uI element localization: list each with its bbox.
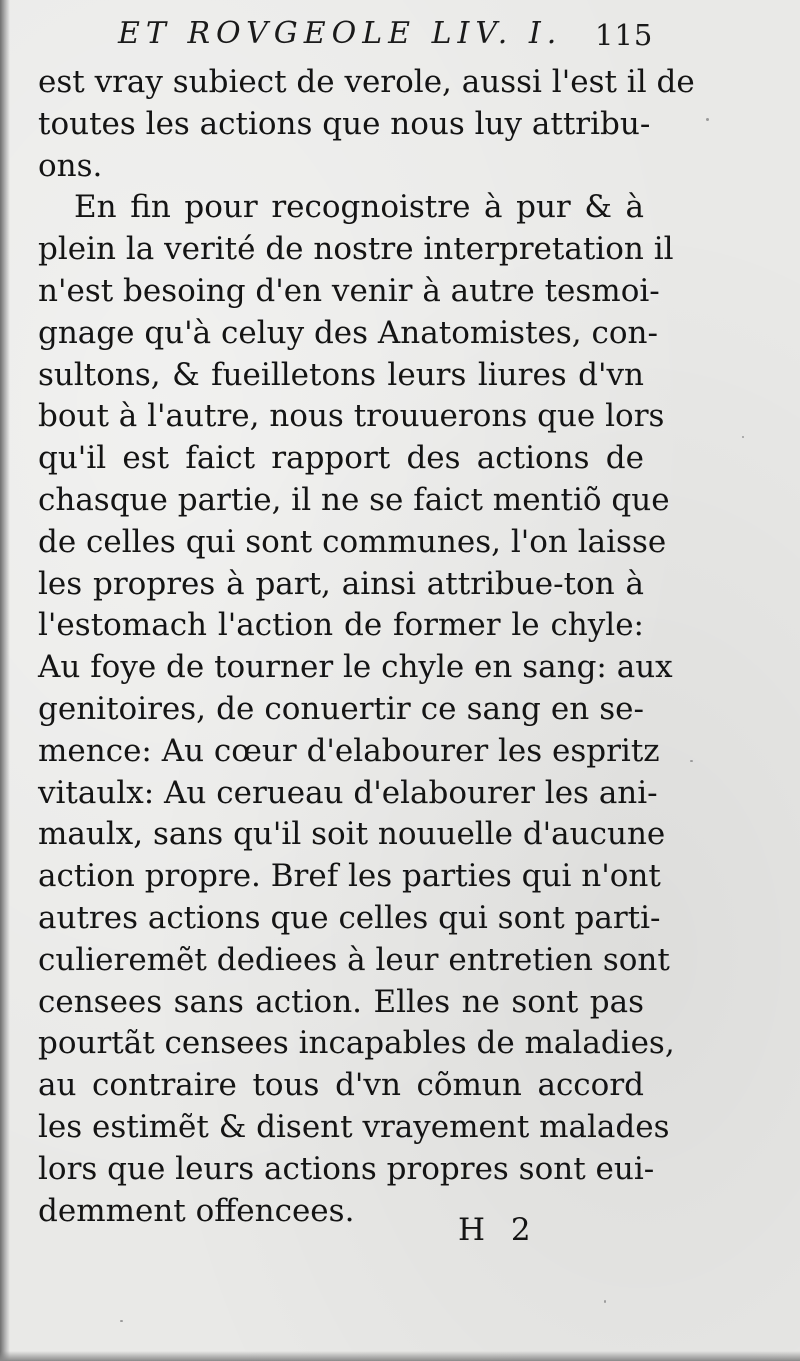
text-line: maulx, sans qu'il soit nouuelle d'aucune (38, 816, 666, 853)
running-header (40, 10, 654, 58)
paper-speck (706, 118, 709, 121)
text-line: En fin pour recognoistre à pur & à (74, 189, 644, 226)
text-line: toutes les actions que nous luy attribu- (38, 105, 651, 142)
text-line: autres actions que celles qui sont parti- (38, 899, 661, 936)
page-number: 115 (595, 18, 654, 52)
text-line: mence: Au cœur d'elabourer les espritz (38, 732, 660, 769)
paper-speck (604, 1300, 606, 1303)
text-line: censees sans action. Elles ne sont pas (38, 983, 644, 1020)
text-line: action propre. Bref les parties qui n'ont (38, 858, 661, 895)
text-line: genitoires, de conuertir ce sang en se- (38, 690, 644, 727)
text-line: sultons, & fueilletons leurs liures d'vn (38, 356, 644, 393)
text-line: vitaulx: Au cerueau d'elabourer les ani- (38, 774, 658, 811)
paper-speck (742, 436, 744, 438)
page-gutter-shadow (0, 0, 10, 1361)
text-line: bout à l'autre, nous trouuerons que lors (38, 398, 665, 435)
text-line: l'estomach l'action de former le chyle: (38, 607, 644, 644)
text-line: chasque partie, il ne se faict mentiõ que (38, 481, 670, 518)
text-line: pourtãt censees incapables de maladies, (38, 1025, 675, 1062)
page-bottom-shadow (0, 1351, 800, 1361)
text-line: ons. (38, 147, 103, 184)
text-line: n'est besoing d'en venir à autre tesmoi- (38, 272, 660, 309)
body-text (38, 62, 695, 1232)
paper-speck (120, 1320, 123, 1322)
signature-mark: H 2 (458, 1212, 539, 1248)
paper-speck (690, 760, 693, 762)
text-line: gnage qu'à celuy des Anatomistes, con- (38, 314, 658, 351)
text-line: plein la verité de nostre interpretation il (38, 231, 674, 268)
text-line: les estimẽt & disent vrayement malades (38, 1108, 670, 1145)
text-line: qu'il est faict rapport des actions de (38, 440, 644, 477)
running-title: ET ROVGEOLE LIV. I. (118, 16, 563, 51)
text-line: lors que leurs actions propres sont eui- (38, 1150, 655, 1187)
text-line: est vray subiect de verole, aussi l'est il de (38, 64, 695, 100)
text-line: de celles qui sont communes, l'on laisse (38, 523, 667, 560)
text-line: culieremẽt dediees à leur entretien sont (38, 941, 670, 978)
text-line: Au foye de tourner le chyle en sang: aux (38, 649, 673, 686)
text-line: au contraire tous d'vn cõmun accord (38, 1067, 644, 1104)
text-line: les propres à part, ainsi attribue-ton à (38, 565, 644, 602)
text-line: demment offencees. (38, 1192, 355, 1229)
